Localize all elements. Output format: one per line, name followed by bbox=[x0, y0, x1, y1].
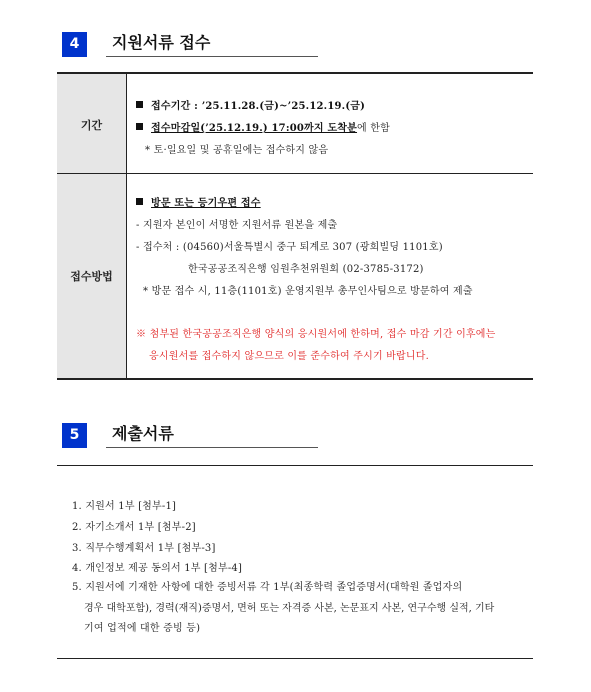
document-item-5: 5. 지원서에 기재한 사항에 대한 증빙서류 각 1부(최종학력 졸업증명서(대학원 졸업자의 bbox=[72, 582, 463, 593]
warning-line-2: 응시원서를 접수하지 않으므로 이를 준수하여 주시기 바랍니다. bbox=[149, 351, 430, 362]
square-bullet-icon bbox=[136, 198, 143, 205]
period-note: * 토·일요일 및 공휴일에는 접수하지 않음 bbox=[145, 145, 329, 156]
method-label: 접수방법 bbox=[70, 270, 113, 283]
submission-table bbox=[57, 72, 533, 380]
document-item-5-cont-2: 기여 업적에 대한 증빙 등) bbox=[84, 623, 201, 634]
method-line-1: - 지원자 본인이 서명한 지원서류 원본을 제출 bbox=[136, 220, 338, 231]
section5-bottom-rule bbox=[57, 658, 533, 659]
section4-header bbox=[62, 31, 211, 57]
document-item-1: 1. 지원서 1부 [첨부-1] bbox=[72, 501, 177, 512]
method-line-2: - 접수처 : (04560)서울특별시 중구 퇴계로 307 (광희빌딩 1101호) bbox=[136, 242, 443, 253]
document-item-3: 3. 직무수행계획서 1부 [첨부-3] bbox=[72, 543, 216, 554]
period-label: 기간 bbox=[80, 119, 103, 132]
document-item-5-cont-1: 경우 대학포함), 경력(재직)증명서, 면허 또는 자격증 사본, 논문표지 사본, 연구수행 실적, 기타 bbox=[84, 603, 495, 614]
section4-title: 지원서류 접수 bbox=[106, 31, 318, 57]
square-bullet-icon bbox=[136, 123, 143, 130]
row-divider bbox=[57, 173, 533, 174]
section5-top-rule bbox=[57, 465, 533, 466]
period-line-1: 접수기간 : ’25.11.28.(금)~’25.12.19.(금) bbox=[136, 97, 365, 112]
square-bullet-icon bbox=[136, 101, 143, 108]
document-item-2: 2. 자기소개서 1부 [첨부-2] bbox=[72, 522, 196, 533]
method-heading: 방문 또는 등기우편 접수 bbox=[136, 194, 261, 209]
document-item-4: 4. 개인정보 제공 동의서 1부 [첨부-4] bbox=[72, 563, 243, 574]
method-line-3: 한국공공조직은행 임원추천위원회 (02-3785-3172) bbox=[188, 264, 424, 275]
period-line-2: 접수마감일(’25.12.19.) 17:00까지 도착분에 한함 bbox=[136, 119, 390, 134]
method-line-4: * 방문 접수 시, 11층(1101호) 운영지원부 총무인사팀으로 방문하여 제출 bbox=[143, 286, 473, 297]
section5-number: 5 bbox=[62, 423, 87, 448]
warning-line-1: ※ 첨부된 한국공공조직은행 양식의 응시원서에 한하며, 접수 마감 기간 이후에는 bbox=[136, 329, 496, 340]
section5-header bbox=[62, 422, 174, 448]
section4-number: 4 bbox=[62, 32, 87, 57]
section5-title: 제출서류 bbox=[106, 422, 318, 448]
